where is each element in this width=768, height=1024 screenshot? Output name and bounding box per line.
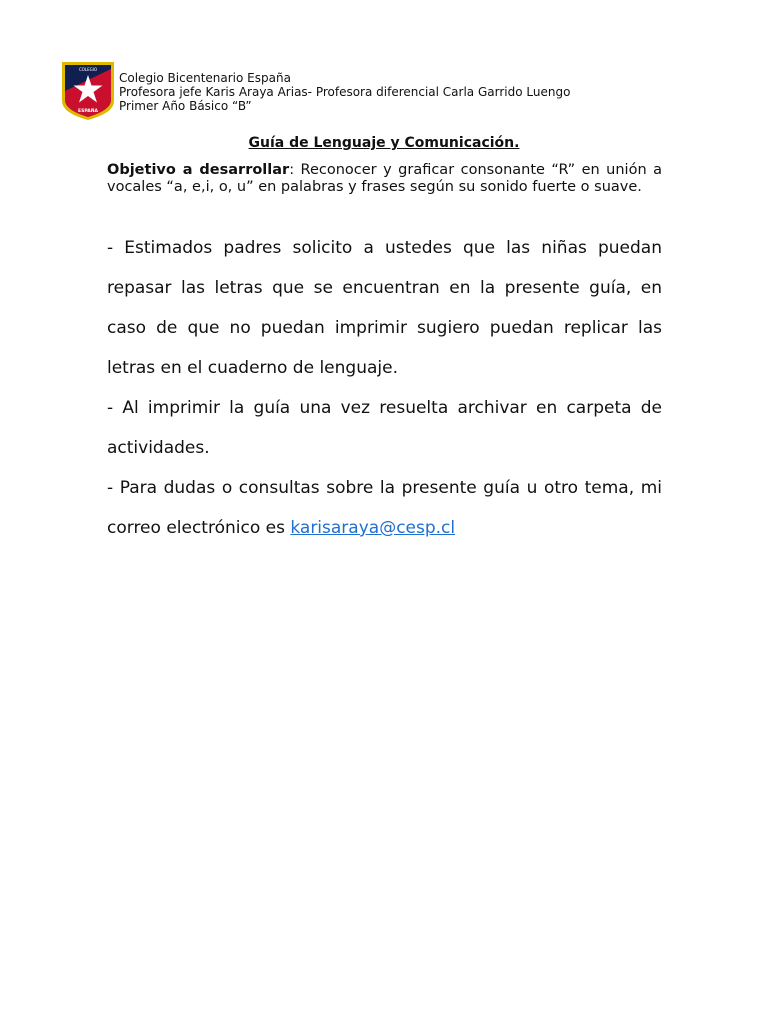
paragraph-printing: - Al imprimir la guía una vez resuelta archivar en carpeta de actividades.: [107, 398, 662, 458]
objective-text: : Reconocer y graficar consonante “R” en unión a vocales “a, e,i, o, u” en palabras y frases según su sonido fuerte o suave.: [107, 162, 662, 195]
school-name: Colegio Bicentenario España: [119, 71, 291, 85]
svg-text:COLEGIO: COLEGIO: [78, 67, 98, 72]
contact-text: - Para dudas o consultas sobre la presente guía u otro tema, mi correo electrónico es: [107, 478, 662, 538]
grade-line: Primer Año Básico “B”: [119, 99, 252, 113]
paragraph-contact: [107, 468, 662, 548]
teachers-line: Profesora jefe Karis Araya Arias- Profesora diferencial Carla Garrido Luengo: [119, 85, 571, 99]
svg-text:ESPAÑA: ESPAÑA: [78, 109, 98, 114]
objective-label: Objetivo a desarrollar: [107, 162, 290, 178]
objective-block: [107, 162, 662, 196]
document-title: Guía de Lenguaje y Comunicación.: [248, 135, 520, 151]
school-info: [119, 71, 570, 113]
paragraph-parents: - Estimados padres solicito a ustedes que las niñas puedan repasar las letras que se encuentran en la presente guía, en caso de que no puedan imprimir sugiero puedan replicar las letras en el cuaderno de lenguaje.: [107, 238, 662, 378]
school-crest-icon: [61, 61, 115, 121]
email-link[interactable]: karisaraya@cesp.cl: [290, 518, 456, 538]
instructions-body: [107, 228, 662, 548]
